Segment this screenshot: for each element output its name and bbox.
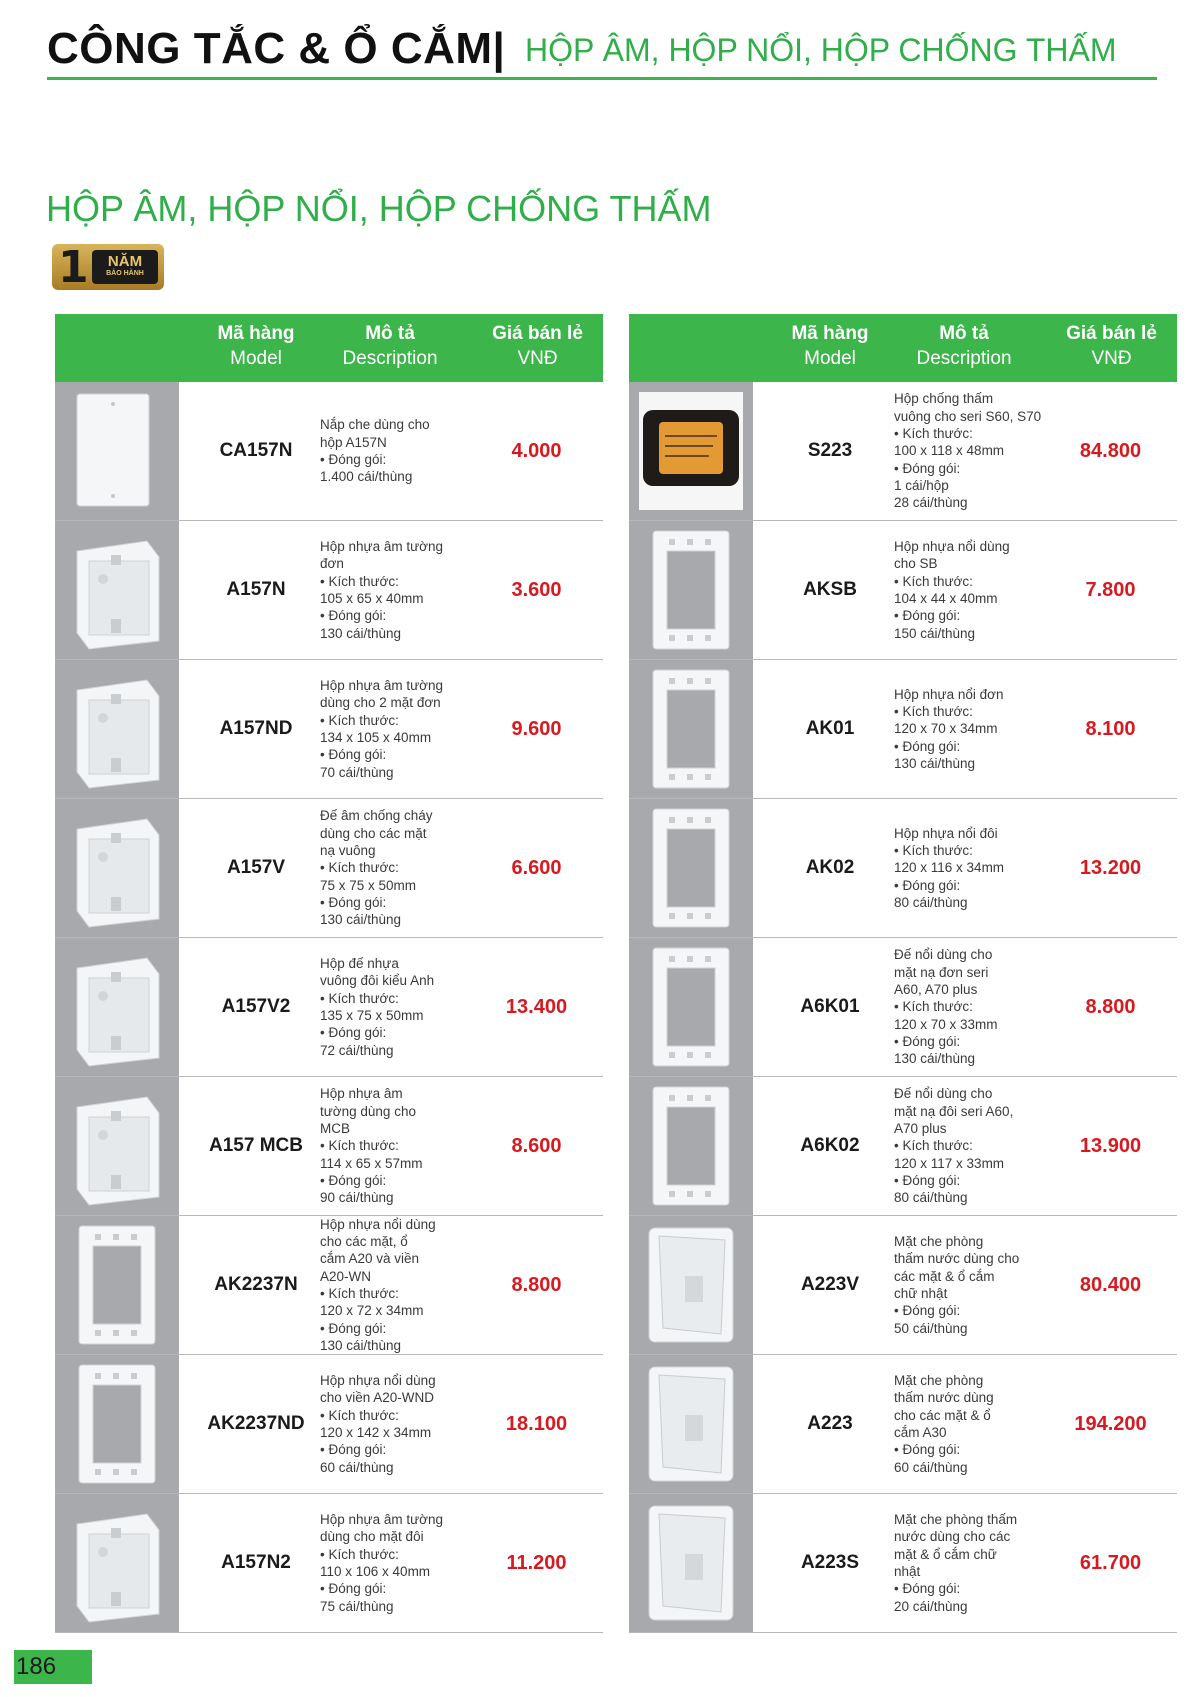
product-price: 13.200 xyxy=(1079,856,1142,879)
product-description-cell xyxy=(320,1355,470,1493)
product-description-cell xyxy=(894,938,1044,1076)
product-price: 7.800 xyxy=(1085,578,1136,601)
price-header-title: Giá bán lẻ xyxy=(492,323,583,344)
product-model: A157 MCB xyxy=(209,1135,303,1156)
product-model: AK01 xyxy=(805,718,855,739)
table-row xyxy=(629,660,1177,799)
product-model: AKSB xyxy=(803,579,857,600)
product-model: AK02 xyxy=(805,857,855,878)
product-description-cell xyxy=(320,1494,470,1632)
product-price: 8.800 xyxy=(511,1273,562,1296)
product-model: A223S xyxy=(800,1552,860,1573)
surface-box-icon xyxy=(629,1077,753,1215)
product-description: Mặt che phòng thấm nước dùng cho các mặt & ổ cắm A30 • Đóng gói: 60 cái/thùng xyxy=(894,1373,994,1475)
product-description: Đế nổi dùng cho mặt nạ đôi seri A60, A70 plus • Kích thước: 120 x 117 x 33mm • Đóng gói: 80 cái/thùng xyxy=(894,1086,1014,1206)
product-description: Hộp nhựa nổi dùng cho các mặt, ổ cắm A20 và viền A20-WN • Kích thước: 120 x 72 x 34mm • Đóng gói: 130 cái/thùng xyxy=(320,1216,436,1353)
product-price: 194.200 xyxy=(1074,1412,1147,1435)
price-column-header xyxy=(1049,321,1174,371)
description-header-title: Mô tả xyxy=(365,323,415,344)
product-table-right xyxy=(629,314,1177,1633)
product-description: Hộp nhựa nổi dùng cho viền A20-WND • Kích thước: 120 x 142 x 34mm • Đóng gói: 60 cái/thùng xyxy=(320,1373,436,1475)
warranty-label: NĂM xyxy=(107,253,143,270)
rows-right xyxy=(629,382,1177,1633)
table-row xyxy=(55,799,603,938)
table-row xyxy=(629,1077,1177,1216)
header-category: CÔNG TẮC & Ổ CẮM| xyxy=(47,24,506,73)
product-table-left xyxy=(55,314,603,1633)
page-number: 186 xyxy=(14,1650,92,1684)
flush-box-icon xyxy=(55,1494,179,1632)
table-row xyxy=(629,1355,1177,1494)
flush-box-icon xyxy=(55,521,179,659)
product-description-cell xyxy=(894,1216,1044,1354)
description-column-header xyxy=(889,321,1039,371)
product-description-cell xyxy=(894,521,1044,659)
price-column-header xyxy=(475,321,600,371)
product-price: 9.600 xyxy=(511,717,562,740)
product-description-cell xyxy=(894,660,1044,798)
flush-box-icon xyxy=(55,1077,179,1215)
product-description-cell xyxy=(894,799,1044,937)
product-model: A223V xyxy=(800,1274,860,1295)
table-row xyxy=(55,382,603,521)
flush-box-icon xyxy=(55,660,179,798)
price-header-sub: VNĐ xyxy=(517,348,558,369)
product-description: Hộp nhựa nổi đôi • Kích thước: 120 x 116 x 34mm • Đóng gói: 80 cái/thùng xyxy=(894,825,1005,910)
table-row xyxy=(629,382,1177,521)
product-description-cell xyxy=(894,1077,1044,1215)
product-price: 4.000 xyxy=(511,439,562,462)
product-model: A157V xyxy=(226,857,286,878)
model-header-title: Mã hàng xyxy=(791,323,869,344)
product-model: A157ND xyxy=(219,718,293,739)
product-description: Hộp chống thấm vuông cho seri S60, S70 • Kích thước: 100 x 118 x 48mm • Đóng gói: 1 cái/hộp 28 cái/thùng xyxy=(894,391,1042,511)
model-header-title: Mã hàng xyxy=(217,323,295,344)
model-header-sub: Model xyxy=(230,348,282,369)
product-price: 11.200 xyxy=(506,1551,567,1574)
table-row xyxy=(55,938,603,1077)
product-description: Hộp đế nhựa vuông đôi kiểu Anh • Kích thước: 135 x 75 x 50mm • Đóng gói: 72 cái/thùng xyxy=(320,956,435,1058)
table-row xyxy=(629,1494,1177,1633)
product-description: Nắp che dùng cho hộp A157N • Đóng gói: 1.400 cái/thùng xyxy=(320,417,430,485)
product-model: A6K01 xyxy=(800,996,860,1017)
table-header xyxy=(629,314,1177,382)
table-row xyxy=(629,938,1177,1077)
table-row xyxy=(629,1216,1177,1355)
page-header xyxy=(47,18,1157,80)
product-model: S223 xyxy=(807,440,853,461)
table-header xyxy=(55,314,603,382)
product-price: 13.900 xyxy=(1079,1134,1142,1157)
product-model: A157V2 xyxy=(221,996,291,1017)
table-row xyxy=(55,1494,603,1633)
product-price: 3.600 xyxy=(511,578,562,601)
product-description: Hộp nhựa nổi đơn • Kích thước: 120 x 70 x 34mm • Đóng gói: 130 cái/thùng xyxy=(894,686,1004,771)
product-model: CA157N xyxy=(219,440,293,461)
product-description-cell xyxy=(320,1077,470,1215)
price-header-sub: VNĐ xyxy=(1091,348,1132,369)
product-model: A223 xyxy=(807,1413,853,1434)
product-model: A157N xyxy=(226,579,286,600)
product-price: 8.600 xyxy=(511,1134,562,1157)
product-model: A157N2 xyxy=(221,1552,291,1573)
model-column-header xyxy=(203,321,309,371)
model-header-sub: Model xyxy=(804,348,856,369)
flush-box-icon xyxy=(55,799,179,937)
header-subcategory: HỘP ÂM, HỘP NỔI, HỘP CHỐNG THẤM xyxy=(525,32,1117,68)
product-description: Hộp nhựa nổi dùng cho SB • Kích thước: 104 x 44 x 40mm • Đóng gói: 150 cái/thùng xyxy=(894,539,1010,641)
product-description: Đế âm chống cháy dùng cho các mặt nạ vuông • Kích thước: 75 x 75 x 50mm • Đóng gói: 130 cái/thùng xyxy=(320,808,433,928)
description-header-sub: Description xyxy=(916,348,1012,369)
waterproof-cover-icon xyxy=(629,1494,753,1632)
surface-box-icon xyxy=(55,1355,179,1493)
warranty-badge xyxy=(52,242,164,293)
product-description-cell xyxy=(320,799,470,937)
product-description: Hộp nhựa âm tường dùng cho mặt đôi • Kích thước: 110 x 106 x 40mm • Đóng gói: 75 cái/thùng xyxy=(320,1512,443,1614)
table-row xyxy=(55,1077,603,1216)
price-header-title: Giá bán lẻ xyxy=(1066,323,1157,344)
product-description: Mặt che phòng thấm nước dùng cho các mặt & ổ cắm chữ nhật • Đóng gói: 20 cái/thùng xyxy=(894,1512,1018,1614)
flush-box-icon xyxy=(55,938,179,1076)
cover-plate-icon xyxy=(55,382,179,520)
product-description-cell xyxy=(320,1216,470,1354)
table-row xyxy=(55,1216,603,1355)
product-description-cell xyxy=(320,660,470,798)
product-price: 61.700 xyxy=(1079,1551,1142,1574)
table-row xyxy=(629,799,1177,938)
product-description-cell xyxy=(320,382,470,520)
section-title: HỘP ÂM, HỘP NỔI, HỘP CHỐNG THẤM xyxy=(46,188,712,229)
warranty-years: 1 xyxy=(58,242,89,293)
product-description-cell xyxy=(320,938,470,1076)
product-model: A6K02 xyxy=(800,1135,860,1156)
description-header-title: Mô tả xyxy=(939,323,989,344)
surface-box-icon xyxy=(629,799,753,937)
product-price: 84.800 xyxy=(1079,439,1142,462)
model-column-header xyxy=(777,321,883,371)
waterproof-cover-icon xyxy=(629,1216,753,1354)
product-price: 8.100 xyxy=(1085,717,1136,740)
product-description: Đế nổi dùng cho mặt nạ đơn seri A60, A70 plus • Kích thước: 120 x 70 x 33mm • Đóng gói: 130 cái/thùng xyxy=(894,947,998,1067)
product-description: Hộp nhựa âm tường dùng cho MCB • Kích thước: 114 x 65 x 57mm • Đóng gói: 90 cái/thùng xyxy=(320,1086,423,1206)
waterproof-box-icon xyxy=(629,382,753,520)
surface-box-icon xyxy=(629,938,753,1076)
product-price: 8.800 xyxy=(1085,995,1136,1018)
product-model: AK2237ND xyxy=(207,1413,305,1434)
product-description: Hộp nhựa âm tường dùng cho 2 mặt đơn • Kích thước: 134 x 105 x 40mm • Đóng gói: 70 cái/thùng xyxy=(320,678,443,780)
product-price: 13.400 xyxy=(505,995,568,1018)
surface-box-icon xyxy=(629,660,753,798)
product-price: 6.600 xyxy=(511,856,562,879)
table-row xyxy=(55,521,603,660)
description-column-header xyxy=(315,321,465,371)
product-model: AK2237N xyxy=(214,1274,298,1295)
product-description-cell xyxy=(894,1494,1044,1632)
description-header-sub: Description xyxy=(342,348,438,369)
surface-box-icon xyxy=(629,521,753,659)
product-price: 18.100 xyxy=(505,1412,568,1435)
product-description: Hộp nhựa âm tường đơn • Kích thước: 105 x 65 x 40mm • Đóng gói: 130 cái/thùng xyxy=(320,539,443,641)
rows-left xyxy=(55,382,603,1633)
product-description: Mặt che phòng thấm nước dùng cho các mặt & ổ cắm chữ nhật • Đóng gói: 50 cái/thùng xyxy=(894,1234,1020,1336)
table-row xyxy=(55,660,603,799)
product-price: 80.400 xyxy=(1079,1273,1142,1296)
warranty-label-box xyxy=(92,250,158,284)
product-description-cell xyxy=(894,382,1044,520)
product-description-cell xyxy=(894,1355,1044,1493)
warranty-sublabel: BẢO HÀNH xyxy=(106,270,144,277)
table-row xyxy=(629,521,1177,660)
product-description-cell xyxy=(320,521,470,659)
surface-box-icon xyxy=(55,1216,179,1354)
waterproof-cover-icon xyxy=(629,1355,753,1493)
table-row xyxy=(55,1355,603,1494)
